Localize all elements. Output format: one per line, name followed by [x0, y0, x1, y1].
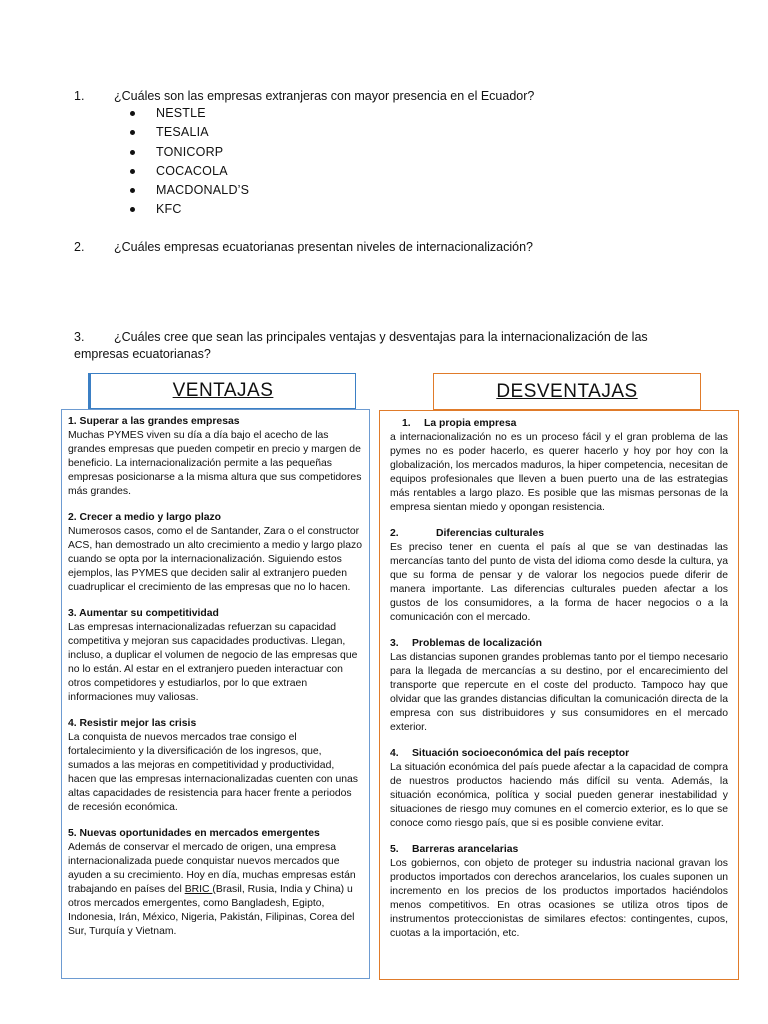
- section-body: Muchas PYMES viven su día a día bajo el acecho de las grandes empresas que pueden competir en precio y margen de beneficio. La internacionalización permite a las pequeñas empresas posicionarse a la misma altura que sus competidores más grandes.: [68, 430, 362, 497]
- question-3-text-line2: empresas ecuatorianas?: [74, 347, 211, 361]
- section-body: Numerosos casos, como el de Santander, Zara o el constructor ACS, han demostrado un alto crecimiento a medio y largo plazo cuando se opta por la internacionalización. Siguiendo estos ejemplos, las PYMES que deciden salir al extranjero pueden cuadruplicar el crecimiento de las empresas que no lo hacen.: [68, 526, 362, 593]
- question-1: [74, 88, 534, 105]
- bullet-icon: [130, 207, 135, 212]
- section-body: Los gobiernos, con objeto de proteger su industria nacional gravan los productos importados con derechos arancelarios, los cuales suponen un incremento en los precios de los productos importados haciéndolos menos competitivos. En otras ocasiones se utiliza otros tipos de instrumentos proteccionistas de similares efectos: contingentes, cupos, cuotas a la importación, etc.: [390, 858, 728, 939]
- section-body: Las empresas internacionalizadas refuerzan su capacidad competitiva y mejoran sus capacidades productivas. Llegan, incluso, a duplicar el volumen de negocio de las empresas que no lo están. Al estar en el extranjero pueden interactuar con otros competidores y estudiarlos, por lo que extraen informaciones muy valiosas.: [68, 622, 358, 703]
- ventaja-section: [68, 827, 363, 939]
- list-item: MACDONALD’S: [130, 181, 249, 200]
- desventaja-section: [390, 843, 728, 941]
- ventaja-section: [68, 511, 363, 595]
- section-title: 3. Problemas de localización: [390, 638, 542, 649]
- list-item: NESTLE: [130, 104, 249, 123]
- desventaja-section: [390, 417, 728, 515]
- ventaja-section: [68, 607, 363, 705]
- section-title: 2. Crecer a medio y largo plazo: [68, 512, 222, 523]
- question-2-number: 2.: [74, 240, 85, 254]
- ventaja-section: [68, 717, 363, 815]
- section-title: 1. Superar a las grandes empresas: [68, 416, 240, 427]
- section-title: 2. Diferencias culturales: [390, 528, 544, 539]
- section-body: a internacionalización no es un proceso fácil y el gran problema de las pymes no es poder hacerlo, es querer hacerlo y hoy por hoy con la globalización, los mercados maduros, la hiper competencia, necesitan de equipos profesionales que lleven a buen puerto una de las estrategias más rentables a largo plazo. Es posible que las mismas personas de la empresa sientan miedo y opongan resistencia.: [390, 432, 728, 513]
- desventaja-section: [390, 637, 728, 735]
- section-body: Las distancias suponen grandes problemas tanto por el tiempo necesario para la llegada de mercancías a su destino, por el encarecimiento del transporte que repercute en el coste del producto. Tampoco hay que olvidar que las grandes distancias dificultan la comunicación directa de la empresa con sus distribuidores y sus consumidores en el mercado exterior.: [390, 652, 728, 733]
- list-item: TONICORP: [130, 143, 249, 162]
- bullet-icon: [130, 150, 135, 155]
- question-3: [74, 329, 714, 363]
- ventajas-heading-box: [88, 373, 356, 409]
- list-item: TESALIA: [130, 123, 249, 142]
- bric-link[interactable]: BRIC: [184, 884, 213, 895]
- section-title: 5. Nuevas oportunidades en mercados emergentes: [68, 828, 320, 839]
- section-title: 5. Barreras arancelarias: [390, 844, 519, 855]
- desventajas-column: [379, 410, 739, 980]
- bullet-icon: [130, 169, 135, 174]
- question-1-text: ¿Cuáles son las empresas extranjeras con mayor presencia en el Ecuador?: [114, 89, 535, 103]
- bullet-icon: [130, 111, 135, 116]
- foreign-companies-list: [130, 104, 249, 220]
- ventajas-heading: VENTAJAS: [172, 380, 274, 401]
- list-item: KFC: [130, 200, 249, 219]
- question-3-text-line1: ¿Cuáles cree que sean las principales ventajas y desventajas para la internacionalización de las: [114, 330, 648, 344]
- ventaja-section: [68, 415, 363, 499]
- desventajas-heading-box: [433, 373, 701, 410]
- section-body: La situación económica del país puede afectar a la capacidad de compra de nuestros productos haciendo más difícil su venta. Además, la situación económica, política y social pueden generar inestabilidad y situaciones de riesgo muy comunes en el comercio exterior, es lo que se conoce como riesgo país, que si es posible conviene evitar.: [390, 762, 728, 829]
- question-1-number: 1.: [74, 89, 85, 103]
- section-body: Además de conservar el mercado de origen, una empresa internacionalizada puede conquistar nuevos mercados que ayuden a su crecimiento. Hoy en día, muchas empresas están trabajando en países del BRIC (Brasil, Rusia, India y China) u otros mercados emergentes, como Bangladesh, Egipto, Indonesia, Irán, México, Nigeria, Pakistán, Filipinas, Corea del Sur, Turquía y Vietnam.: [68, 842, 356, 937]
- bullet-icon: [130, 130, 135, 135]
- bullet-icon: [130, 188, 135, 193]
- question-3-number: 3.: [74, 330, 85, 344]
- section-title: 3. Aumentar su competitividad: [68, 608, 219, 619]
- desventaja-section: [390, 527, 728, 625]
- section-body: La conquista de nuevos mercados trae consigo el fortalecimiento y la diversificación de los ingresos, que, sumados a las mejoras en competitividad y productividad, hacen que las empresas internacionalizadas cuenten con unas altas capacidades de resistencia para hacer frente a periodos de recesión económica.: [68, 732, 358, 813]
- ventajas-column: [61, 409, 370, 979]
- section-title: 1. La propia empresa: [402, 418, 517, 429]
- question-2-text: ¿Cuáles empresas ecuatorianas presentan niveles de internacionalización?: [114, 240, 533, 254]
- section-title: 4. Situación socioeconómica del país receptor: [390, 748, 630, 759]
- question-2: [74, 239, 533, 256]
- list-item: COCACOLA: [130, 162, 249, 181]
- desventaja-section: [390, 747, 728, 831]
- section-title: 4. Resistir mejor las crisis: [68, 718, 197, 729]
- section-body: Es preciso tener en cuenta el país al que se van destinadas las mercancías tanto del punto de vista del idioma como desde la cultura, ya que su forma de pensar y de valorar los negocios puede diferir de manera importante. Las diferencias culturales pueden afectar a los gustos de los consumidores, a la forma de hacer negocios o a la comunicación con el mercado.: [390, 542, 728, 623]
- desventajas-heading: DESVENTAJAS: [496, 380, 638, 402]
